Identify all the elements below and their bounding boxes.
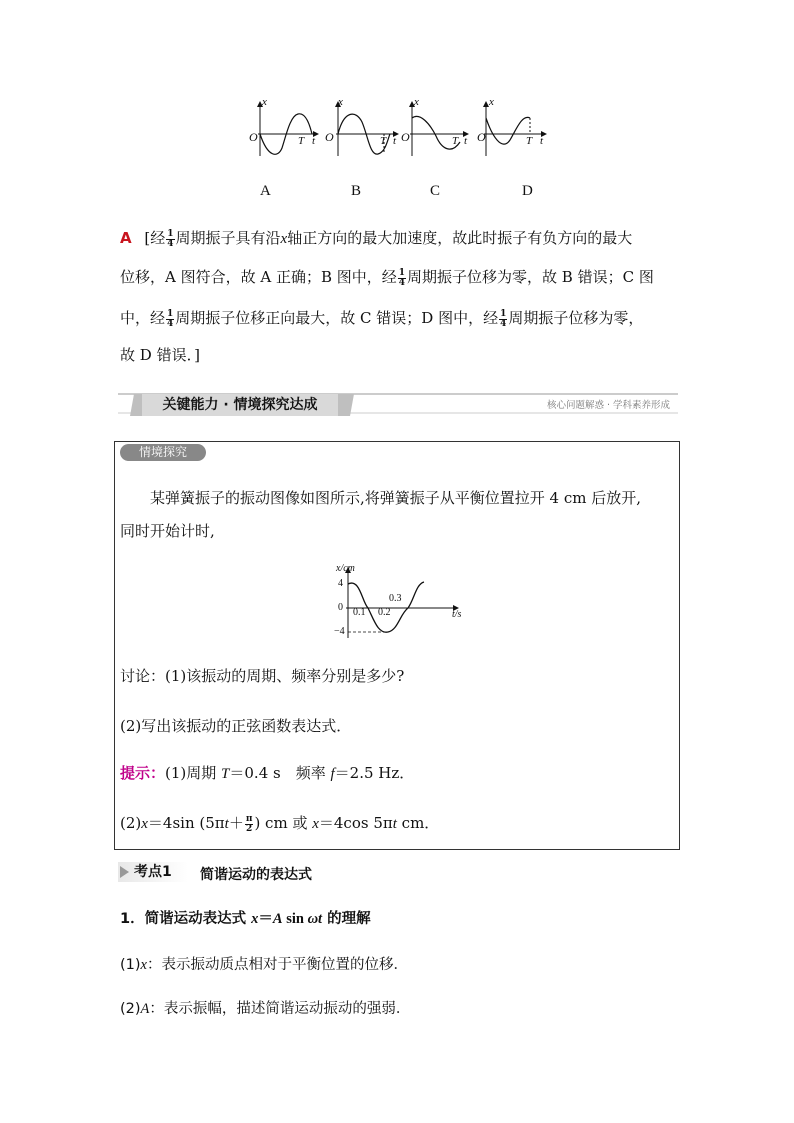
fraction-quarter: $\frac{1}{4}$ [500,308,507,329]
discussion-2: (2)写出该振动的正弦函数表达式． [120,717,352,735]
section-subtitle: 核心问题解惑 · 学科素养形成 [546,400,670,411]
item-1: (1)x：表示振动质点相对于平衡位置的位移． [120,957,408,973]
scenario-graph-xtick-0.3: 0.3 [389,593,402,604]
graph-b-t: t [393,135,397,147]
answer-line-1: A [经 $\frac{1}{4}$ 周期振子具有沿x轴正方向的最大加速度，故此时振子有负方向的最大 [120,228,633,249]
graph-c-T: T [452,135,459,147]
discussion-1: 讨论：(1)该振动的周期、频率分别是多少? [120,667,405,685]
graph-c-t: t [464,135,468,147]
graph-b-x-label: x [338,96,343,108]
option-graphs [240,96,560,166]
answer-line-3: 中，经 $\frac{1}{4}$ 周期振子位移正向最大，故 C 错误；D 图中，经 $\frac{1}{4}$ 周期振子位移为零， [120,308,644,329]
point-1-heading: 1．简谐运动表达式 x＝A sin ωt 的理解 [120,911,371,927]
graph-a-T: T [298,135,305,147]
fraction-pi-over-2: $\frac{\pi}{2}$ [245,813,253,834]
section-banner [118,391,678,417]
hint-label: 提示： [120,764,166,782]
graph-b-T: T [380,135,387,147]
hint-line-1: 提示：(1)周期 T＝0.4 s 频率 f＝2.5 Hz． [120,764,415,782]
section-title: 关键能力 · 情境探究达成 [142,394,338,416]
scenario-text-1: 某弹簧振子的振动图像如图所示,将弹簧振子从平衡位置拉开 4 cm 后放开, [150,489,642,507]
scenario-graph-xtick-0.1: 0.1 [353,607,366,618]
graph-c [410,102,468,156]
answer-line-4: 故 D 错误．] [120,346,200,364]
graph-d [484,102,546,156]
graph-d-t: t [540,135,544,147]
graph-a-x-label: x [262,96,267,108]
graph-d-x-label: x [489,96,494,108]
scenario-graph-xtick-0.2: 0.2 [378,607,391,618]
scenario-graph-xlabel: t/s [452,609,462,620]
graph-a-t: t [312,135,316,147]
graph-d-origin: O [477,130,486,144]
option-label-c: C [430,183,441,199]
graph-c-x-label: x [414,96,419,108]
graph-a-origin: O [249,130,258,144]
fraction-quarter: $\frac{1}{4}$ [167,228,174,249]
kaodian-badge [118,862,188,882]
graph-c-origin: O [401,130,410,144]
graph-b [336,102,398,156]
option-label-a: A [260,183,271,199]
scenario-tag: 情境探究 [120,444,206,461]
scenario-graph-ylabel: x/cm [336,563,355,574]
scenario-text-2: 同时开始计时, [120,522,215,540]
scenario-graph-ytick-0: 0 [338,602,343,613]
triangle-icon [120,866,130,878]
kaodian-label: 考点1 [134,864,172,880]
fraction-quarter: $\frac{1}{4}$ [398,267,406,288]
scenario-graph-ytick-neg4: −4 [334,626,345,637]
option-label-b: B [351,183,362,199]
kaodian-title: 简谐运动的表达式 [200,867,312,883]
graph-d-T: T [526,135,533,147]
graph-a [258,102,318,156]
answer-letter: A [120,229,132,247]
answer-line-2: 位移，A 图符合，故 A 正确；B 图中，经 $\frac{1}{4}$ 周期振子位移为零，故 B 错误；C 图 [120,267,654,288]
fraction-quarter: $\frac{1}{4}$ [167,308,174,329]
option-label-d: D [522,183,533,199]
hint-line-2: (2)x＝4sin (5πt＋ $\frac{\pi}{2}$ ) cm 或 x＝4cos 5πt cm． [120,813,440,834]
graph-b-origin: O [325,130,334,144]
item-2: (2)A：表示振幅，描述简谐运动振动的强弱． [120,1001,411,1017]
scenario-graph-ytick-4: 4 [338,578,343,589]
